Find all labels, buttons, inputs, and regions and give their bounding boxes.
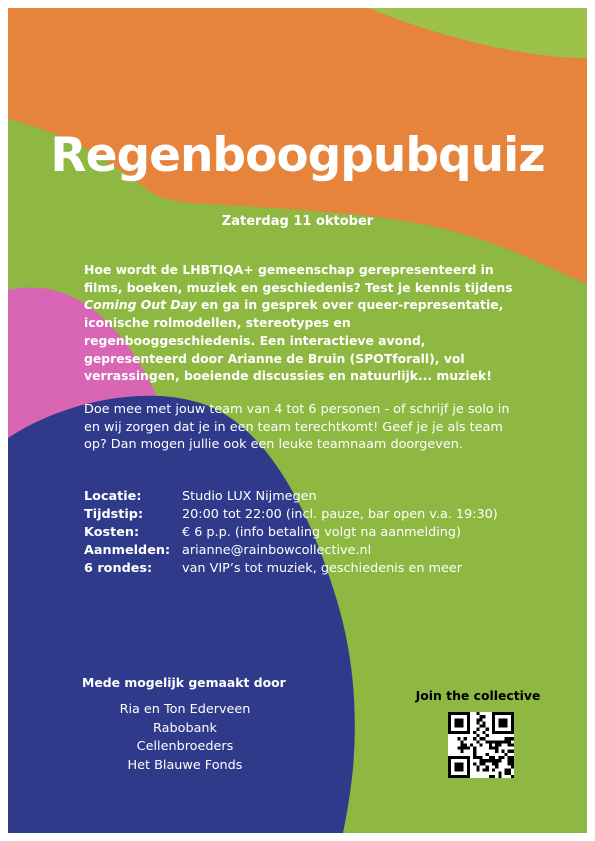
sponsor-heading: Mede mogelijk gemaakt door [82,675,286,690]
sponsor-item: Het Blauwe Fonds [127,757,243,773]
detail-row-cost [84,524,554,542]
intro-text-start: Hoe wordt de LHBTIQA+ gemeenschap gerepresenteerd in films, boeken, muziek en geschiedenis? Test je kennis tijdens [84,262,513,295]
detail-label: 6 rondes: [84,561,153,576]
team-paragraph: Doe mee met jouw team van 4 tot 6 personen - of schrijf je solo in en wij zorgen dat je in een team terechtkomt! Geef je je als team op? Dan mogen jullie ook een leuke teamnaam doorgeven. [84,402,510,453]
detail-value: € 6 p.p. (info betaling volgt na aanmelding) [182,525,461,540]
join-label: Join the collective [415,688,541,703]
intro-emphasis: Coming Out Day [84,297,197,313]
detail-row-location [84,488,554,506]
detail-value: Studio LUX Nijmegen [182,489,317,504]
sponsor-list [110,701,260,775]
detail-value: 20:00 tot 22:00 (incl. pauze, bar open v.a. 19:30) [182,507,498,522]
poster [8,8,587,833]
poster-title: Regenboogpubquiz [50,128,545,183]
event-details [84,488,554,578]
signup-email-link[interactable]: arianne@rainbowcollective.nl [182,543,372,558]
qr-code-icon[interactable] [448,712,514,778]
sponsor-item: Cellenbroeders [136,739,234,755]
detail-label: Tijdstip: [84,507,144,522]
detail-value: van VIP’s tot muziek, geschiedenis en meer [182,561,463,576]
sponsor-item: Ria en Ton Ederveen [119,702,251,717]
detail-row-rounds [84,560,554,578]
detail-label: Aanmelden: [84,543,171,558]
event-date: Zaterdag 11 oktober [221,214,374,229]
intro-paragraph [84,261,524,385]
intro-text-end: en ga in gesprek over queer-representatie, iconische rolmodellen, stereotypes en regenbooggeschiedenis. Een interactieve avond, gepresenteerd door Arianne de Bruin (SPOTforall), vol verrassingen, boeiende discussies en natuurlijk... muziek! [84,297,504,384]
detail-label: Locatie: [84,489,142,504]
sponsor-item: Rabobank [153,720,217,736]
detail-label: Kosten: [84,525,140,540]
detail-row-time [84,506,554,524]
detail-row-signup [84,542,554,560]
